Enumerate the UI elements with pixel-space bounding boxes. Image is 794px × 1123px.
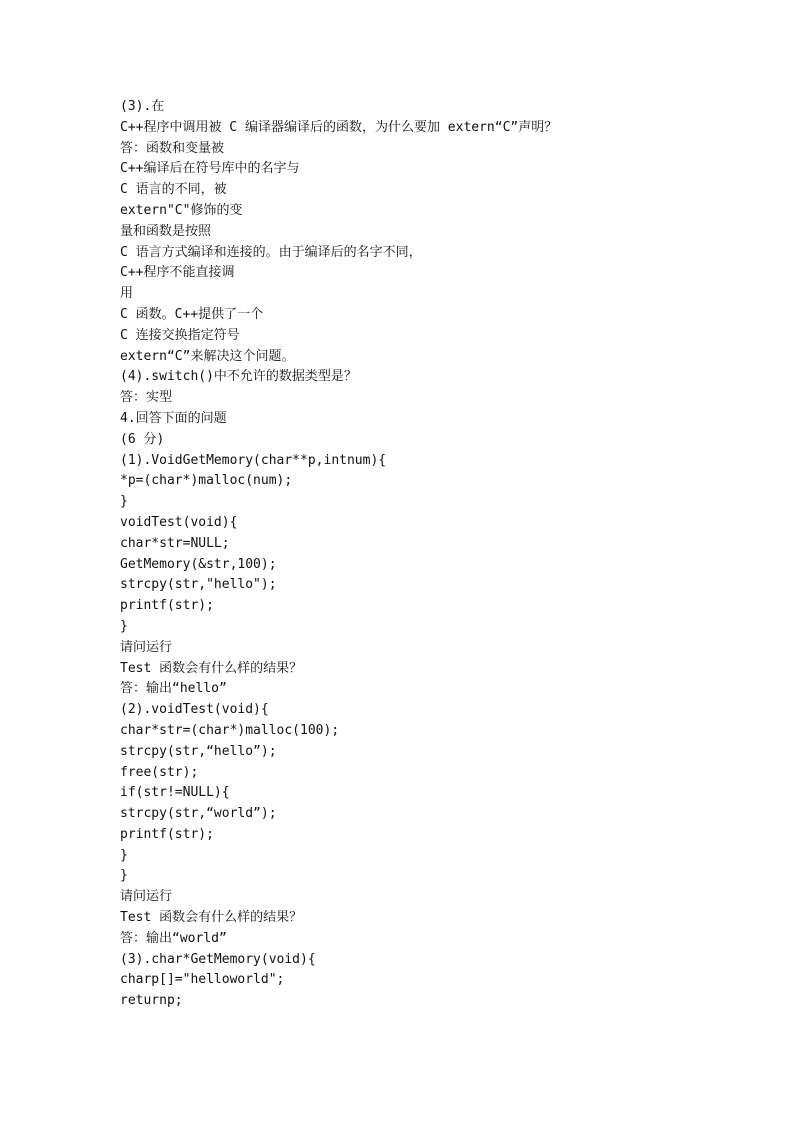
text-line: strcpy(str,“world”); [120, 806, 277, 822]
text-line: strcpy(str,"hello"); [120, 577, 277, 593]
text-line: printf(str); [120, 826, 214, 842]
text-line: C++程序中调用被 C 编译器编译后的函数，为什么要加 extern“C”声明？ [120, 119, 558, 135]
text-line: printf(str); [120, 598, 214, 614]
text-line: extern"C"修饰的变 [120, 202, 243, 218]
text-line: 请问运行 [120, 889, 173, 905]
text-line: (2).voidTest(void){ [120, 702, 269, 718]
text-line: 请问运行 [120, 639, 173, 655]
text-line: 量和函数是按照 [120, 223, 212, 239]
text-line: C++程序不能直接调 [120, 265, 235, 281]
text-line: } [120, 847, 128, 863]
text-line: char*str=NULL; [120, 535, 230, 551]
text-line: 4.回答下面的问题 [120, 410, 227, 426]
text-line: 用 [120, 286, 134, 302]
text-line: extern“C”来解决这个问题。 [120, 348, 295, 364]
text-line: Test 函数会有什么样的结果？ [120, 660, 303, 676]
text-line: 答：实型 [120, 390, 173, 406]
text-line: C 连接交换指定符号 [120, 327, 240, 343]
text-line: (3).char*GetMemory(void){ [120, 951, 316, 967]
text-line: voidTest(void){ [120, 514, 238, 530]
text-line: 答：输出“world” [120, 930, 227, 946]
text-line: strcpy(str,“hello”); [120, 743, 277, 759]
text-line: 答：输出“hello” [120, 681, 227, 697]
text-line: C 语言方式编译和连接的。由于编译后的名字不同， [120, 244, 422, 260]
text-line: *p=(char*)malloc(num); [120, 473, 293, 489]
text-line: C 语言的不同，被 [120, 182, 227, 198]
text-line: (4).switch()中不允许的数据类型是？ [120, 369, 357, 385]
text-line: returnp; [120, 993, 183, 1009]
text-line: charp[]="helloworld"; [120, 972, 285, 988]
text-line: Test 函数会有什么样的结果？ [120, 910, 303, 926]
text-line: char*str=(char*)malloc(100); [120, 722, 340, 738]
text-line: (3).在 [120, 99, 165, 114]
text-line: 答：函数和变量被 [120, 140, 225, 156]
text-line: (6 分) [120, 431, 165, 447]
text-line: C 函数。C++提供了一个 [120, 306, 264, 322]
text-line: (1).VoidGetMemory(char**p,intnum){ [120, 452, 387, 468]
text-line: C++编译后在符号库中的名字与 [120, 161, 300, 177]
text-line: GetMemory(&str,100); [120, 556, 277, 572]
text-line: free(str); [120, 764, 199, 780]
text-line: } [120, 868, 128, 884]
text-line: } [120, 618, 128, 634]
text-line: if(str!=NULL){ [120, 785, 230, 801]
document-body [120, 97, 720, 1012]
text-line: } [120, 494, 128, 510]
